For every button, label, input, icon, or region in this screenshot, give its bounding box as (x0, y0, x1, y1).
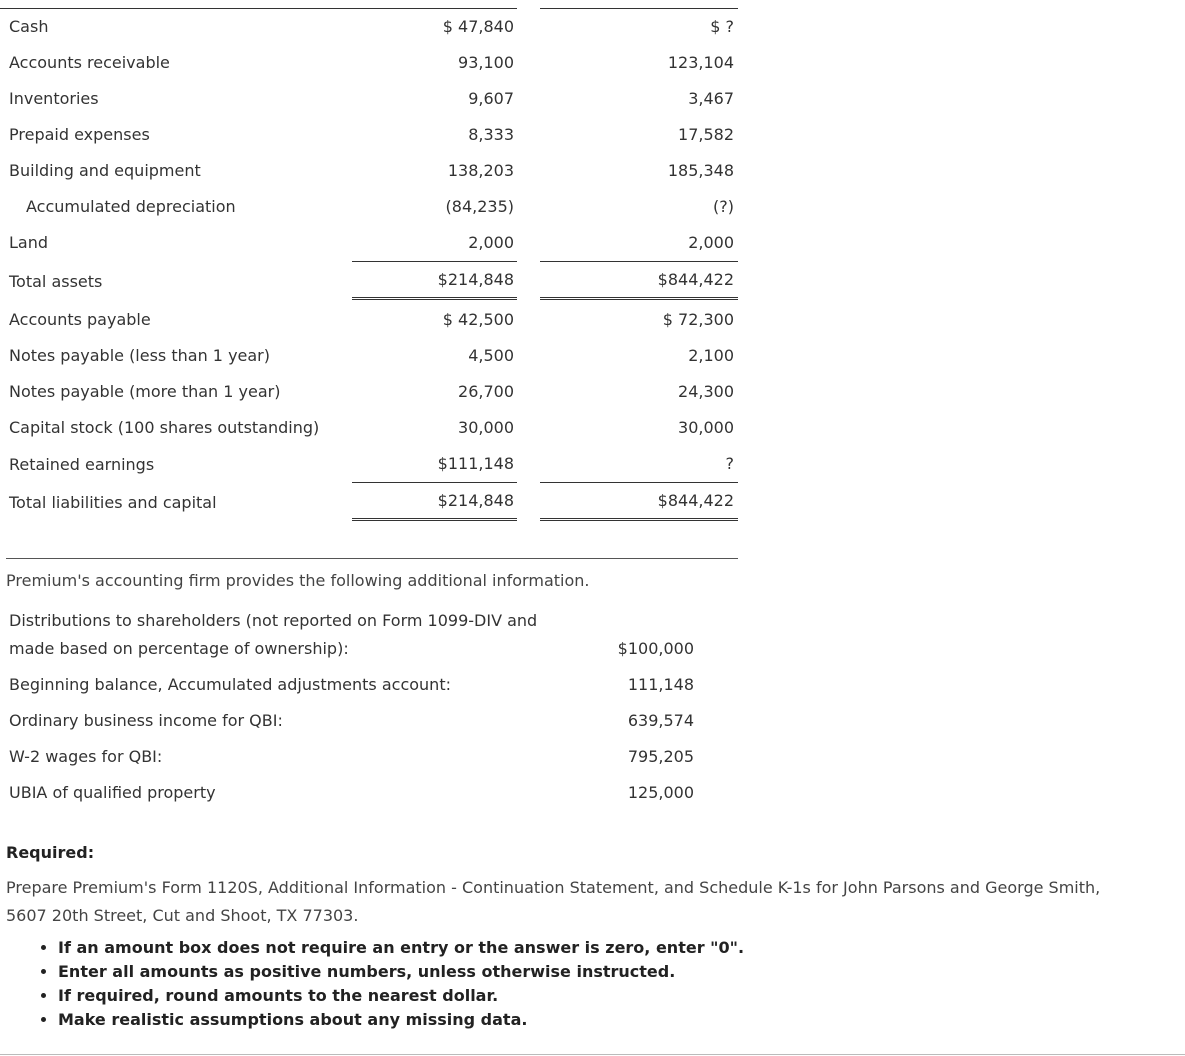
row-label: Building and equipment (9, 161, 201, 180)
subtotal-rule-current (540, 482, 738, 483)
total-double-rule-prior (352, 297, 517, 300)
row-label-indented: Accumulated depreciation (26, 197, 236, 216)
required-text: Prepare Premium's Form 1120S, Additional Information - Continuation Statement, and Schedule K-1s for John Parsons and George Smith, 5607 20th Street, Cut and Shoot, TX 77303. (6, 878, 1101, 925)
row-label: Land (9, 233, 49, 252)
row-value-current: 17,582 (678, 125, 734, 144)
instruction-list (26, 936, 744, 1032)
row-value-prior: 30,000 (458, 418, 514, 437)
additional-info-intro: Premium's accounting firm provides the following additional information. (6, 571, 590, 590)
row-value-current: 185,348 (667, 161, 734, 180)
info-value: 111,148 (627, 675, 694, 694)
row-value-prior: 9,607 (468, 89, 514, 108)
row-label: Total assets (9, 272, 103, 291)
bottom-divider (0, 1054, 1185, 1055)
info-value: 795,205 (627, 747, 694, 766)
row-value-current: 30,000 (678, 418, 734, 437)
row-value-prior: $111,148 (437, 454, 514, 473)
row-label: Prepaid expenses (9, 125, 150, 144)
subtotal-rule-prior (352, 261, 517, 262)
info-value: 639,574 (627, 711, 694, 730)
col2-top-rule (540, 8, 738, 9)
row-value-prior: 2,000 (468, 233, 514, 252)
row-label: Retained earnings (9, 455, 155, 474)
row-value-prior: 8,333 (468, 125, 514, 144)
col1-top-rule (0, 8, 517, 9)
row-label: Inventories (9, 89, 99, 108)
info-label: UBIA of qualified property (9, 783, 216, 802)
info-value: $100,000 (617, 639, 694, 658)
info-label: Beginning balance, Accumulated adjustments account: (9, 675, 451, 694)
instruction-item: • If required, round amounts to the nearest dollar. (58, 984, 744, 1008)
row-value-current: ? (725, 454, 734, 473)
row-value-current: $844,422 (657, 491, 734, 510)
row-value-current: 123,104 (667, 53, 734, 72)
required-heading: Required: (6, 843, 95, 862)
row-value-current: 2,100 (688, 346, 734, 365)
row-label: Notes payable (more than 1 year) (9, 382, 281, 401)
info-value: 125,000 (627, 783, 694, 802)
row-value-prior: 4,500 (468, 346, 514, 365)
row-value-current: $844,422 (657, 270, 734, 289)
row-value-prior: $214,848 (437, 491, 514, 510)
row-label: Accounts receivable (9, 53, 170, 72)
info-label: Ordinary business income for QBI: (9, 711, 283, 730)
instruction-item: • If an amount box does not require an entry or the answer is zero, enter "0". (58, 936, 744, 960)
total-double-rule-current (540, 518, 738, 521)
row-value-current: $ ? (710, 17, 734, 36)
row-value-prior: 93,100 (458, 53, 514, 72)
total-double-rule-prior (352, 518, 517, 521)
row-value-prior: 138,203 (447, 161, 514, 180)
row-value-prior: $214,848 (437, 270, 514, 289)
row-value-prior: (84,235) (445, 197, 514, 216)
info-label: W-2 wages for QBI: (9, 747, 163, 766)
instruction-item: • Enter all amounts as positive numbers, unless otherwise instructed. (58, 960, 744, 984)
row-label: Notes payable (less than 1 year) (9, 346, 270, 365)
subtotal-rule-current (540, 261, 738, 262)
section-separator (6, 558, 738, 559)
instruction-item: • Make realistic assumptions about any missing data. (58, 1008, 744, 1032)
row-label: Capital stock (100 shares outstanding) (9, 418, 320, 437)
info-label: made based on percentage of ownership): (9, 639, 349, 658)
total-double-rule-current (540, 297, 738, 300)
row-value-prior: $ 47,840 (442, 17, 514, 36)
row-value-current: (?) (713, 197, 734, 216)
subtotal-rule-prior (352, 482, 517, 483)
row-value-prior: $ 42,500 (442, 310, 514, 329)
row-value-current: 24,300 (678, 382, 734, 401)
row-label: Accounts payable (9, 310, 151, 329)
row-value-current: 3,467 (688, 89, 734, 108)
row-value-prior: 26,700 (458, 382, 514, 401)
row-label: Cash (9, 17, 49, 36)
row-label: Total liabilities and capital (9, 493, 217, 512)
row-value-current: $ 72,300 (662, 310, 734, 329)
info-label: Distributions to shareholders (not reported on Form 1099-DIV and (9, 611, 538, 630)
row-value-current: 2,000 (688, 233, 734, 252)
